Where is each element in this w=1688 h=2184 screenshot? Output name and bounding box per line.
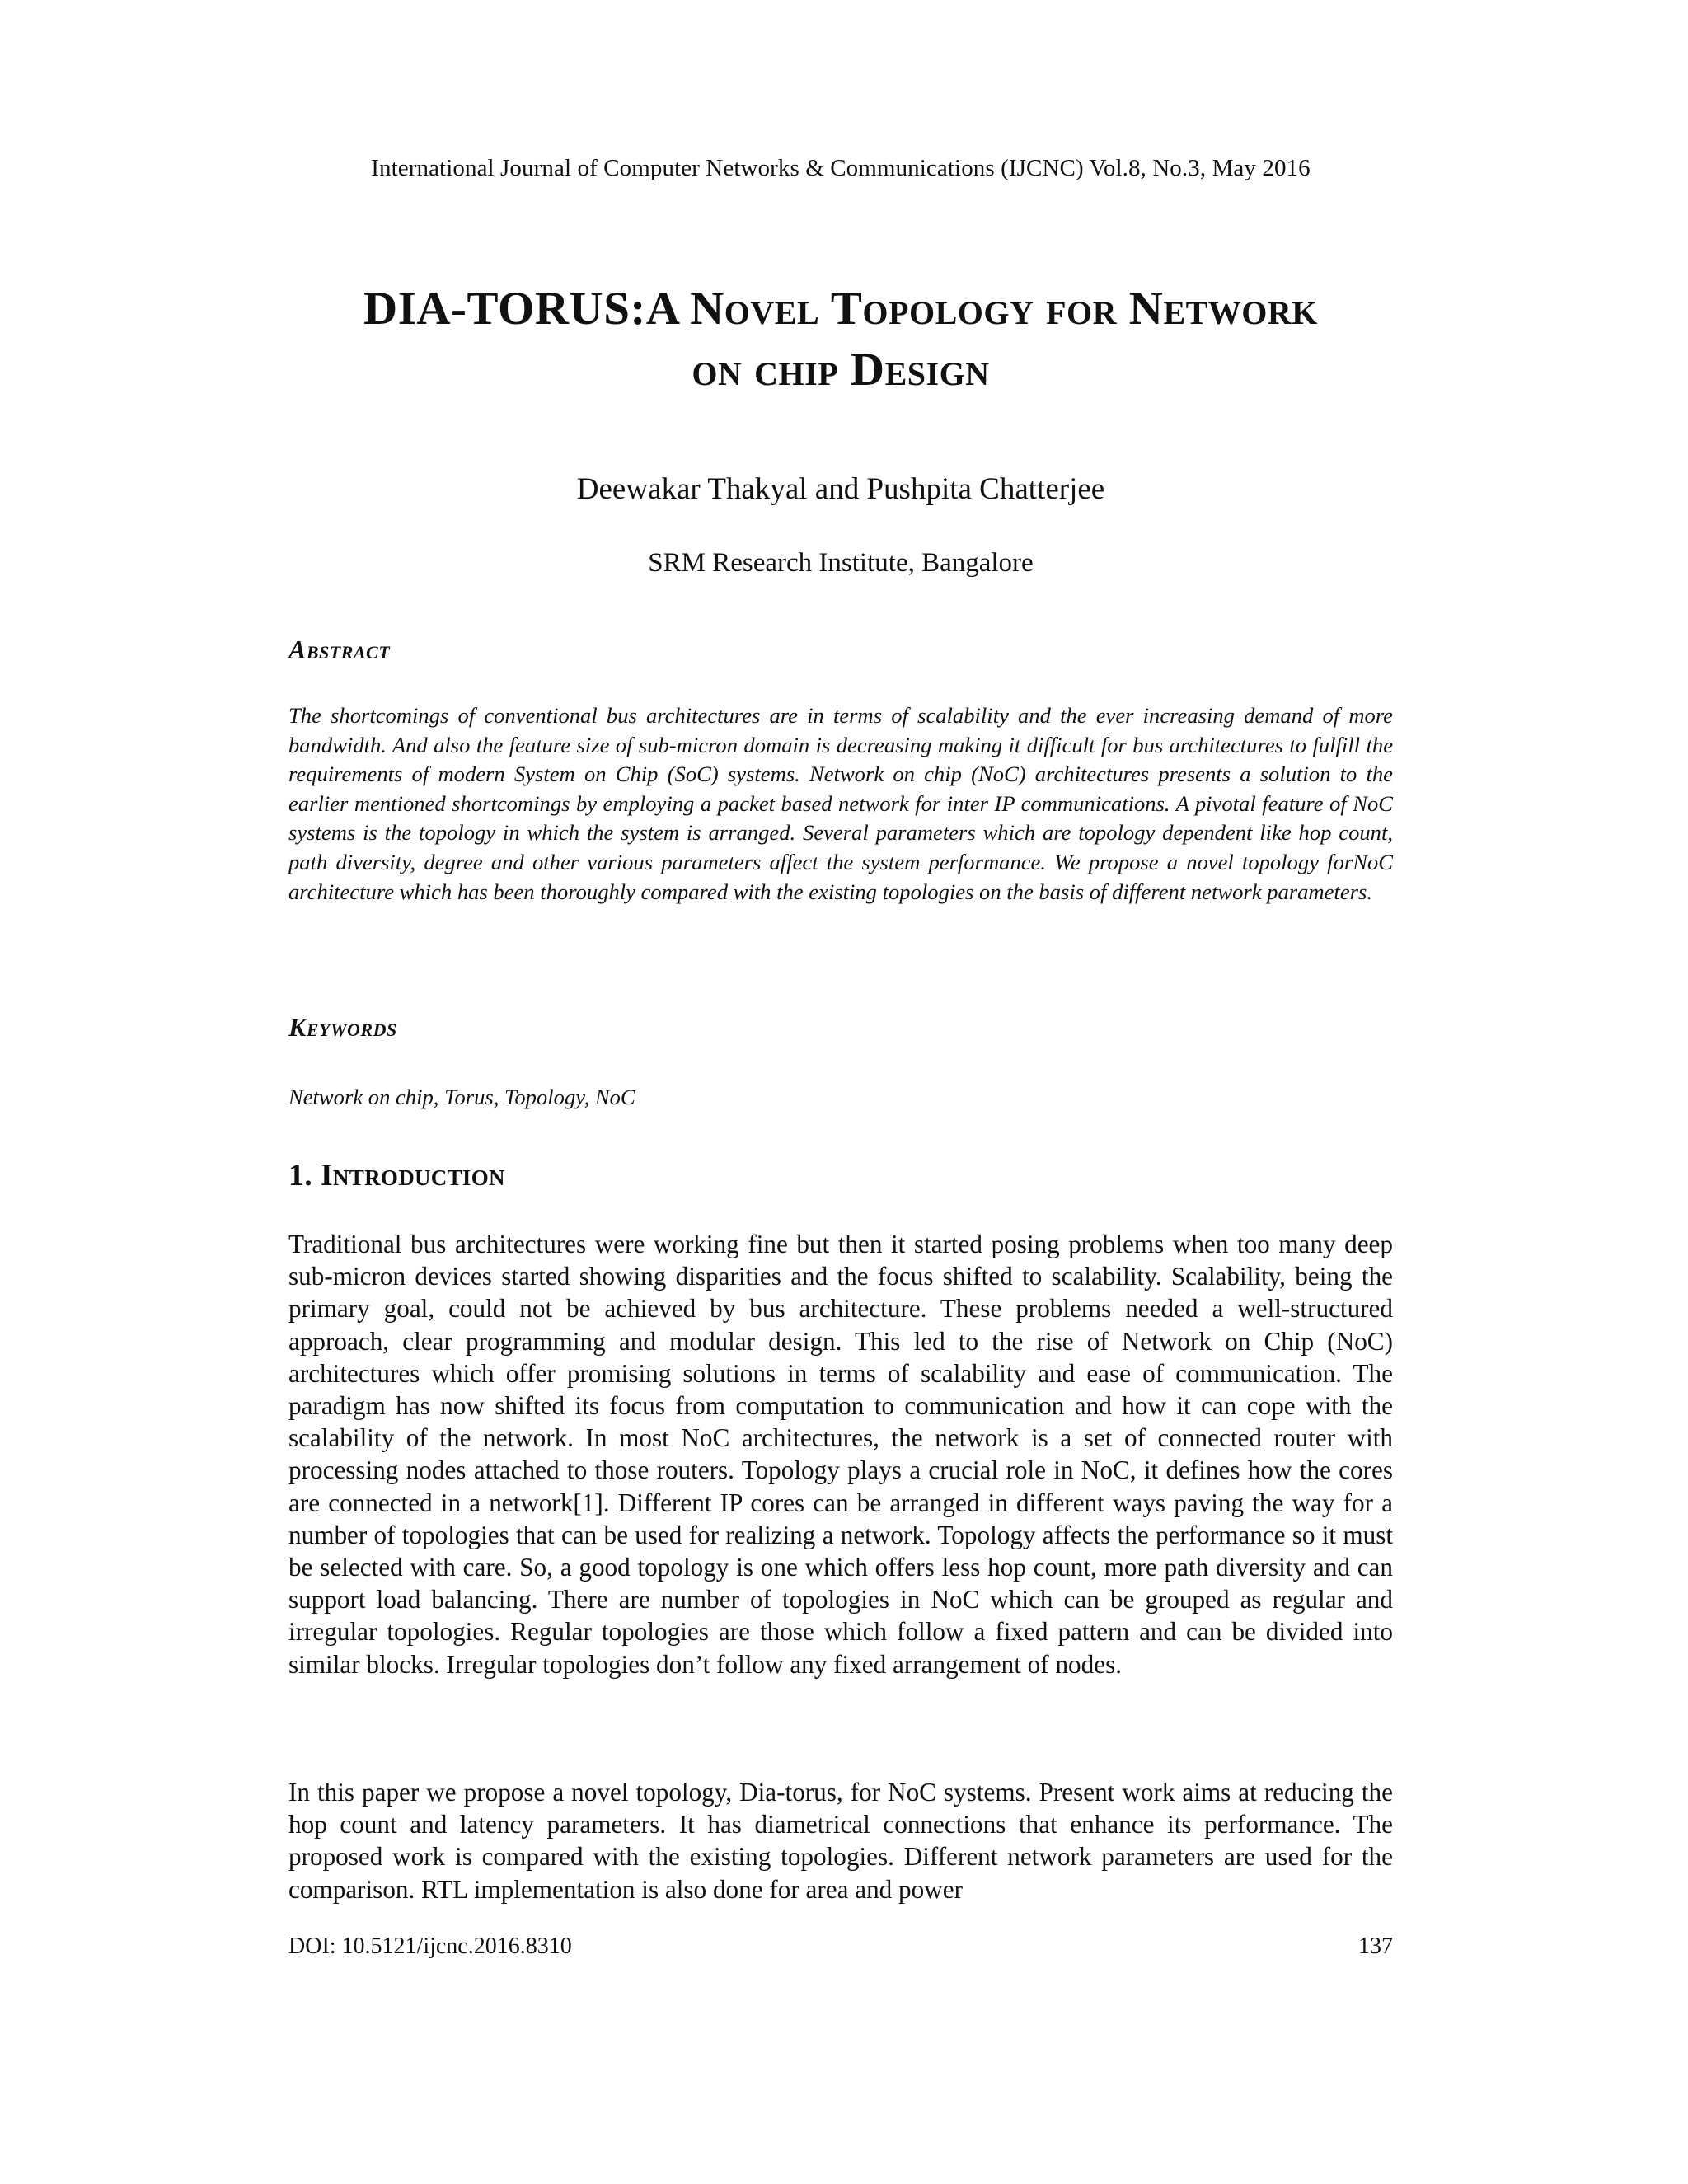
page-number: 137 xyxy=(1358,1933,1393,1959)
introduction-heading: 1. Introduction xyxy=(288,1158,505,1193)
affiliation: SRM Research Institute, Bangalore xyxy=(648,548,1034,578)
abstract-text: The shortcomings of conventional bus architectures are in terms of scalability and the ever increasing demand of more bandwidth. And also the feature size of sub-micron domain is decreasing making it difficult for bus architectures to fulfill the requirements of modern System on Chip (SoC) systems. Network on chip (NoC) architectures presents a solution to the earlier mentioned shortcomings by employing a packet based network for inter IP communications. A pivotal feature of NoC systems is the topology in which the system is arranged. Several parameters which are topology dependent like hop count, path diversity, degree and other various parameters affect the system performance. We propose a novel topology forNoC architecture which has been thoroughly compared with the existing topologies on the basis of different network parameters. xyxy=(288,703,1393,904)
title-line-1: DIA-TORUS:A Novel Topology for Network xyxy=(363,283,1318,335)
introduction-paragraph-1: Traditional bus architectures were working fine but then it started posing problems when too many deep sub-micron devices started showing disparities and the focus shifted to scalability. Scalability, being the primary goal, could not be achieved by bus architecture. These problems needed a well-structured approach, clear programming and modular design. This led to the rise of Network on Chip (NoC) architectures which offer promising solutions in terms of scalability and ease of communication. The paradigm has now shifted its focus from computation to communication and how it can cope with the scalability of the network. In most NoC architectures, the network is a set of connected router with processing nodes attached to those routers. Topology plays a crucial role in NoC, it defines how the cores are connected in a network[1]. Different IP cores can be arranged in different ways paving the way for a number of topologies that can be used for realizing a network. Topology affects the performance so it must be selected with care. So, a good topology is one which offers less hop count, more path diversity and can support load balancing. There are number of topologies in NoC which can be grouped as regular and irregular topologies. Regular topologies are those which follow a fixed pattern and can be divided into similar blocks. Irregular topologies don’t follow any fixed arrangement of nodes. xyxy=(288,1230,1393,1679)
doi: DOI: 10.5121/ijcnc.2016.8310 xyxy=(288,1933,572,1959)
journal-header: International Journal of Computer Networks & Communications (IJCNC) Vol.8, No.3, May 2016 xyxy=(371,155,1311,181)
keywords-heading: Keywords xyxy=(288,1012,397,1042)
page-footer xyxy=(288,1933,1393,1960)
introduction-paragraph-2: In this paper we propose a novel topology, Dia-torus, for NoC systems. Present work aims at reducing the hop count and latency parameters. It has diametrical connections that enhance its performance. The proposed work is compared with the existing topologies. Different network parameters are used for the comparison. RTL implementation is also done for area and power xyxy=(288,1778,1393,1904)
keywords-text: Network on chip, Torus, Topology, NoC xyxy=(288,1085,635,1109)
authors: Deewakar Thakyal and Pushpita Chatterjee xyxy=(576,472,1105,506)
abstract-heading: Abstract xyxy=(288,635,391,664)
paper-title xyxy=(288,279,1393,401)
title-line-2: on chip Design xyxy=(692,344,990,396)
